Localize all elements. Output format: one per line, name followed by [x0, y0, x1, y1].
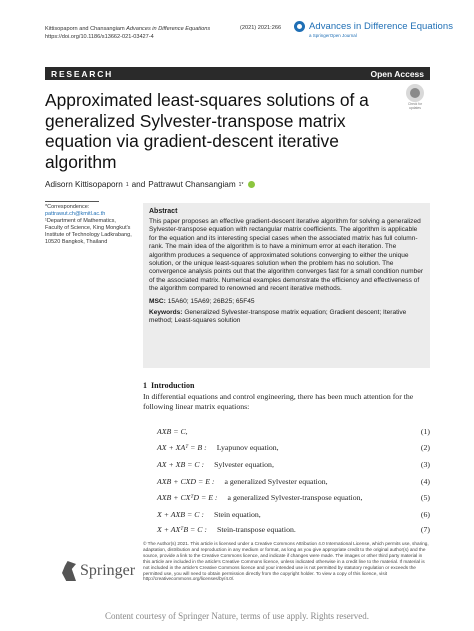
keywords-label: Keywords: — [149, 308, 183, 316]
publisher-name: Springer — [80, 562, 136, 579]
affiliation-marker: 1 — [125, 181, 129, 188]
equation-expr: AXB + CXᵀD = E : — [157, 493, 218, 502]
equation — [157, 525, 430, 534]
author-conjunction: and — [131, 180, 146, 189]
divider — [45, 201, 99, 202]
equation-expr: AXB = C, — [157, 427, 188, 436]
open-access-label: Open Access — [370, 68, 424, 79]
paper-title: Approximated least-squares solutions of a generalized Sylvester-transpose matrix equation via gradient-descent iterative algorithm — [45, 90, 369, 172]
equation — [157, 443, 430, 452]
keywords — [149, 309, 424, 326]
msc-values: 15A60; 15A69; 26B25; 65F45 — [167, 297, 255, 305]
section-number: 1 — [143, 381, 147, 390]
springer-horse-icon — [62, 561, 76, 581]
doi-link[interactable]: https://doi.org/10.1186/s13662-021-03427-4 — [45, 34, 154, 40]
equation-desc: Lyapunov equation, — [216, 443, 279, 452]
affiliation: ¹Department of Mathematics, Faculty of Science, King Mongkut's Institute of Technology Ladkrabang, 10520 Bangkok, Thailand — [45, 218, 132, 245]
equation-expr: AX + XAᵀ = B : — [157, 443, 207, 452]
crossmark-icon-center — [410, 88, 420, 98]
affiliation-marker: 1* — [238, 181, 244, 188]
equation-desc: a generalized Sylvester-transpose equation, — [227, 493, 363, 502]
author-name[interactable]: Pattrawut Chansangiam — [148, 180, 236, 189]
equation-desc: Stein-transpose equation. — [217, 525, 296, 534]
correspondence-email[interactable]: pattrawut.ch@kmitl.ac.th — [45, 211, 106, 217]
citation-year-volume: (2021) 2021:266 — [240, 25, 282, 31]
equation-expr: AX + XB = C : — [157, 460, 205, 469]
journal-logo[interactable] — [294, 21, 453, 38]
article-type-bar — [45, 67, 430, 80]
equation-desc: Sylvester equation, — [214, 460, 274, 469]
header-citation — [45, 25, 210, 41]
courtesy-watermark: Content courtesy of Springer Nature, terms of use apply. Rights reserved. — [104, 611, 370, 621]
orcid-icon[interactable] — [248, 181, 255, 188]
citation-journal: Advances in Difference Equations — [126, 26, 211, 32]
equation — [157, 460, 430, 469]
crossmark-label: Check for updates — [407, 102, 423, 110]
equation-number: (1) — [420, 427, 430, 436]
equation-number: (3) — [420, 460, 430, 469]
section-heading — [143, 381, 198, 390]
equation-desc: a generalized Sylvester equation, — [224, 477, 328, 486]
correspondence-label: *Correspondence: — [45, 204, 90, 210]
journal-subtitle: a SpringerOpen Journal — [309, 33, 357, 38]
equation — [157, 427, 430, 436]
equation-number: (7) — [420, 525, 430, 534]
msc-codes — [149, 298, 424, 305]
check-for-updates-button[interactable] — [404, 84, 426, 108]
copyright-notice: © The Author(s) 2021. This article is licensed under a Creative Commons Attribution 4.0 International License, which permits use, sharing, adaptation, distribution and reproduction in any medium or format, as long as you give appropriate credit to the original author(s) and the source, provide a link to the Creative Commons licence, and indicate if changes were made. The images or other third party material in this article are included in the article's Creative Commons licence, unless indicated otherwise in a credit line to the material. If material is not included in the article's Creative Commons licence and your intended use is not permitted by statutory regulation or exceeds the permitted use, you will need to obtain permission directly from the copyright holder. To view a copy of this licence, visit http://creativecommons.org/licenses/by/4.0/. — [143, 541, 429, 582]
journal-name: Advances in Difference Equations — [309, 21, 454, 32]
equation-expr: AXB + CXD = E : — [157, 477, 215, 486]
equation-number: (6) — [420, 510, 430, 519]
equation-desc: Stein equation, — [213, 510, 261, 519]
author-name[interactable]: Adisorn Kittisopaporn — [45, 180, 123, 189]
equation-expr: X + AXᵀB = C : — [157, 525, 207, 534]
equation-number: (4) — [420, 477, 430, 486]
equation — [157, 510, 430, 519]
equation-number: (5) — [420, 493, 430, 502]
abstract-text: This paper proposes an effective gradient-descent iterative algorithm for solving a generalized Sylvester-transpose equation with rectangular matrix coefficients. The algorithm is applicable for the equation and its interesting special cases when the associated matrix has full column-rank. The main idea of the algorithm is to have a minimum error at each iteration. The algorithm produces a sequence of approximated solutions converging to either the unique solution, or the unique least-squares solution when the problem has no solution. The convergence analysis points out that the algorithm converges fast for a small condition number of the associated matrix. Numerical examples demonstrate the efficiency and effectiveness of the algorithm compared to renowned and recent iterative methods. — [149, 218, 424, 293]
section-title: Introduction — [151, 381, 195, 390]
abstract-heading: Abstract — [149, 208, 178, 215]
correspondence-note — [45, 201, 133, 246]
author-list — [45, 180, 255, 189]
equation — [157, 493, 430, 502]
article-type: RESEARCH — [51, 68, 114, 79]
intro-paragraph: In differential equations and control engineering, there has been much attention for the following linear matrix equations: — [143, 392, 414, 411]
springer-logo[interactable] — [62, 561, 135, 581]
keywords-values: Generalized Sylvester-transpose matrix equation; Gradient descent; Iterative method; Least-squares solution — [149, 308, 407, 325]
abstract-box — [143, 203, 430, 368]
equation-expr: X + AXB = C : — [157, 510, 204, 519]
equation-number: (2) — [420, 443, 430, 452]
journal-logo-icon — [294, 21, 305, 32]
equation — [157, 477, 430, 486]
citation-authors: Kittisopaporn and Chansangiam — [45, 26, 127, 32]
msc-label: MSC: — [149, 297, 166, 305]
